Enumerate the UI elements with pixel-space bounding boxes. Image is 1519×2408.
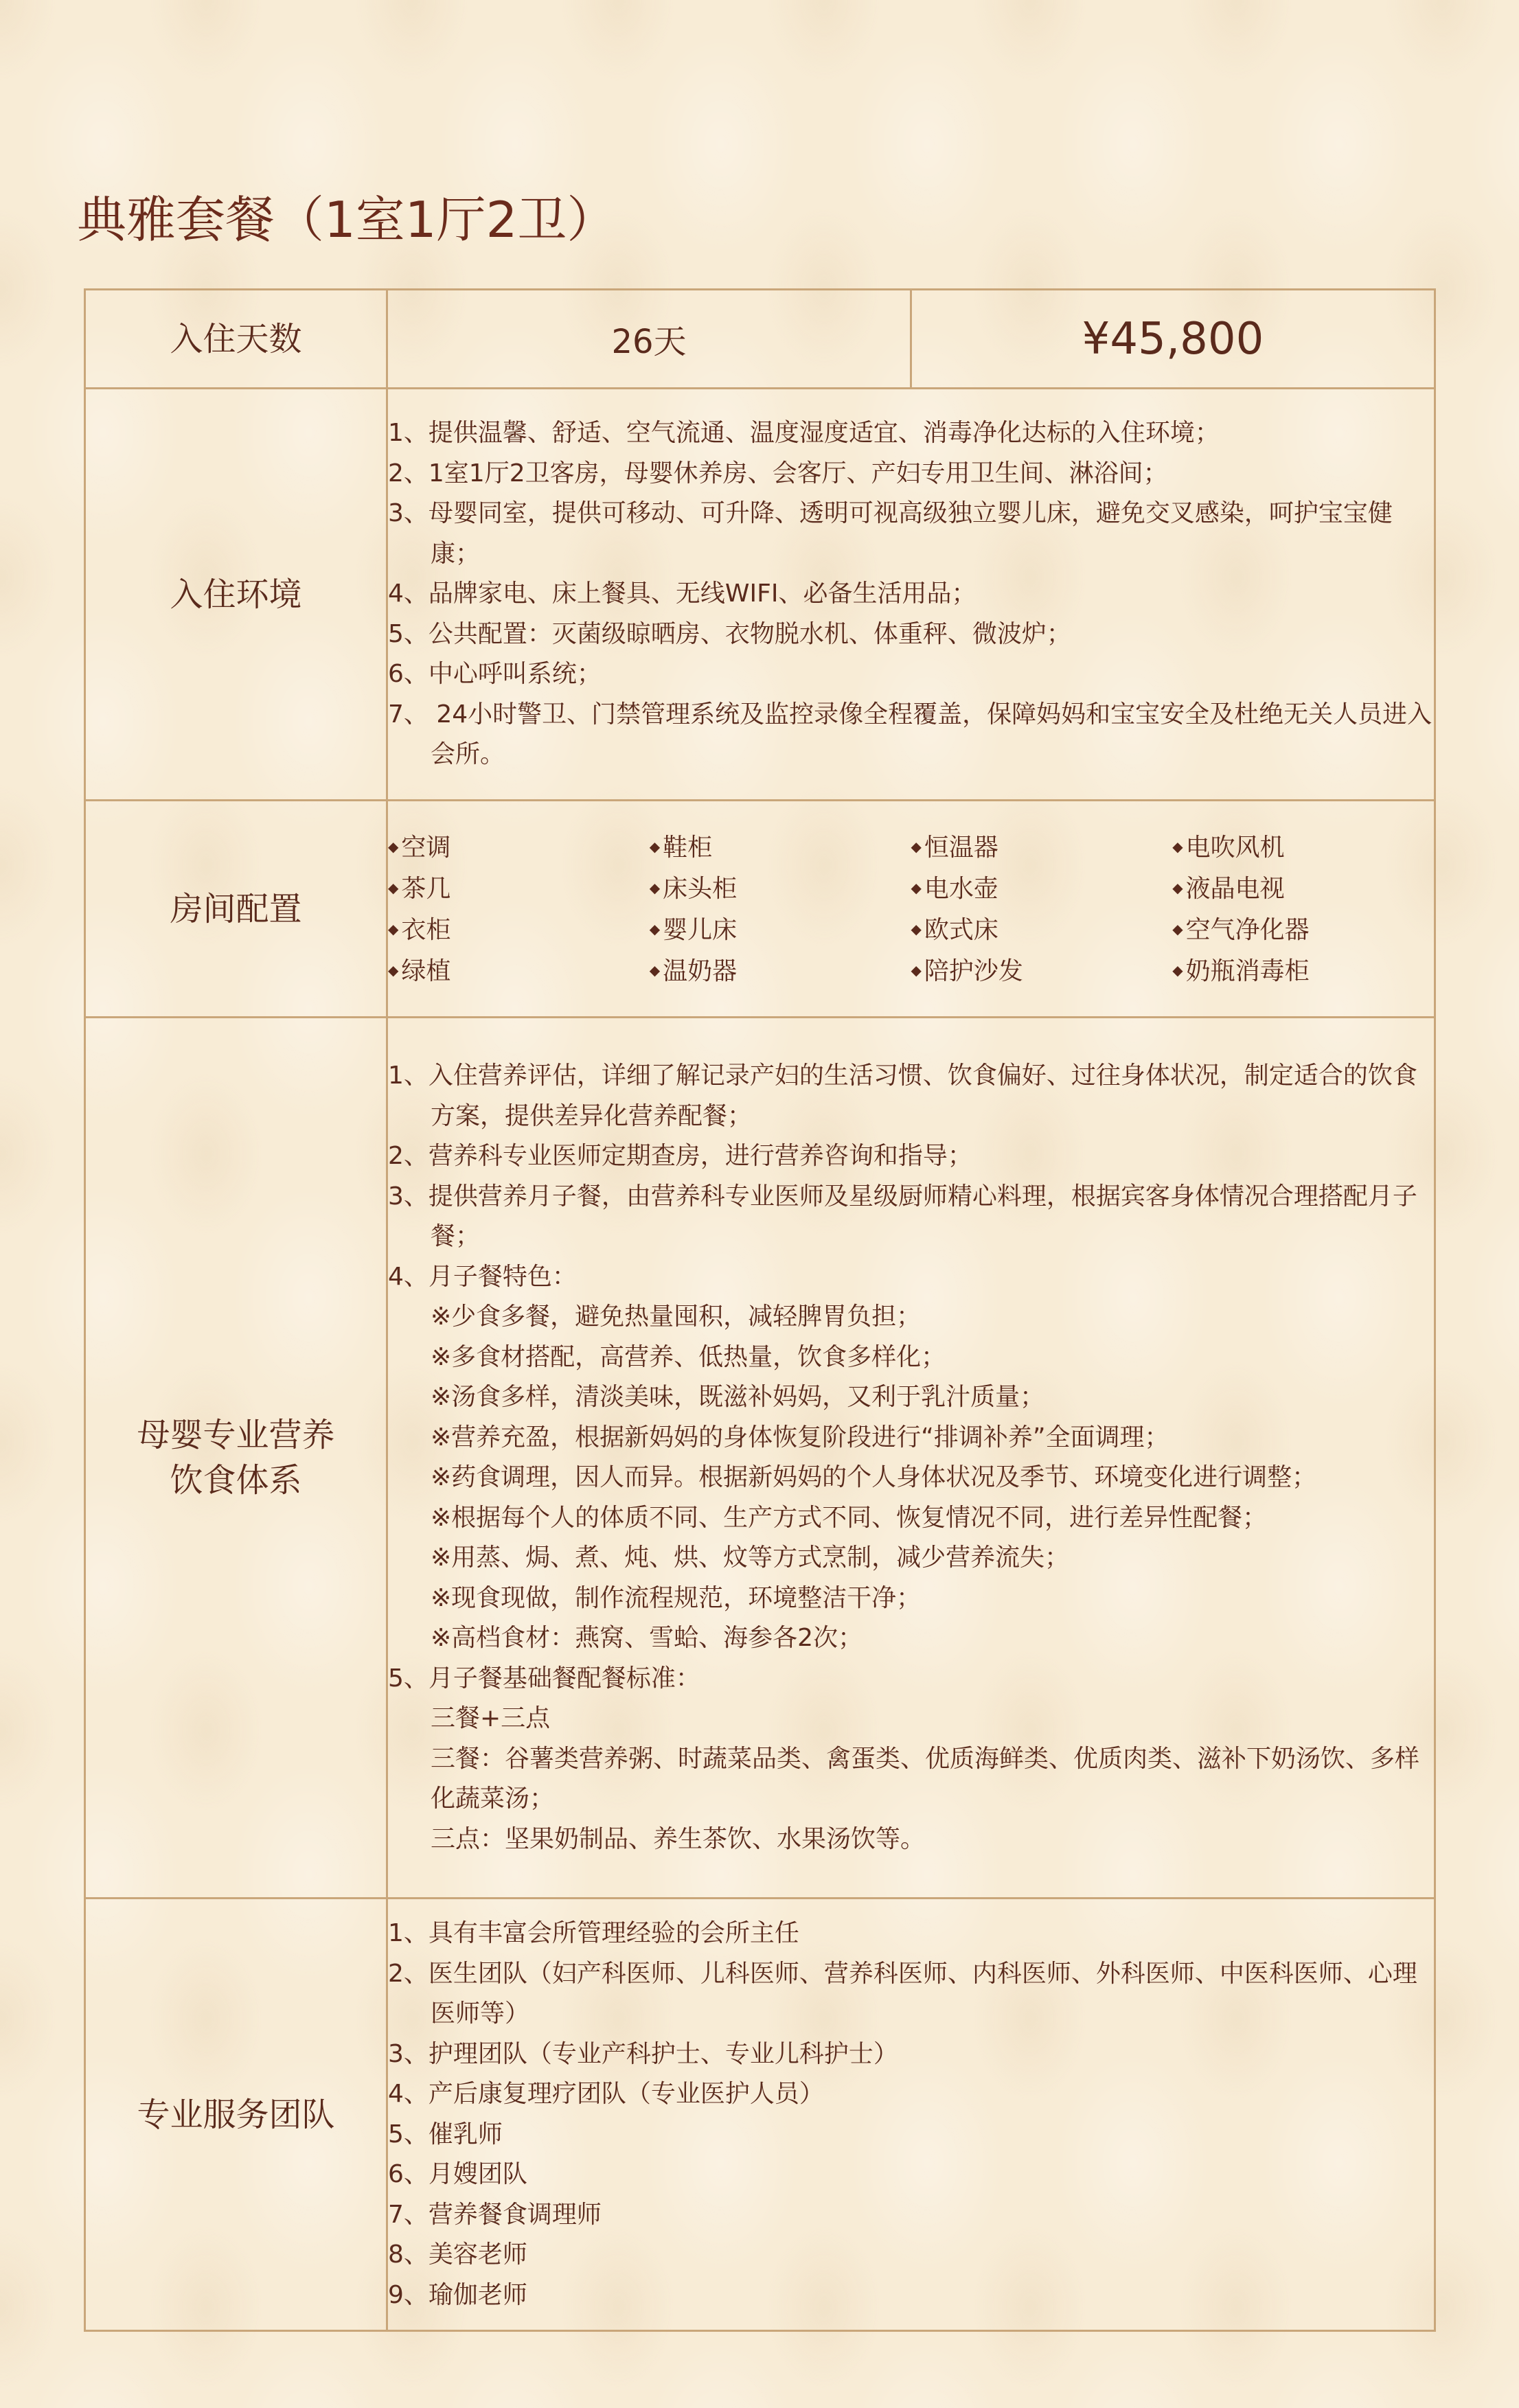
service-team-label: 专业服务团队 [85, 1899, 387, 2331]
nutrition-feature: ※少食多餐，避免热量囤积，减轻脾胃负担； [431, 1303, 922, 1331]
environment-item: 4、品牌家电、床上餐具、无线WIFI、必备生活用品； [388, 580, 976, 608]
room-item: ◆ 鞋柜 [650, 827, 911, 868]
room-item: ◆ 空气净化器 [1172, 909, 1434, 950]
team-item: 3、护理团队（专业产科护士、专业儿科护士） [388, 2039, 898, 2068]
team-item: 5、催乳师 [388, 2120, 503, 2148]
nutrition-item: 2、营养科专业医师定期查房，进行营养咨询和指导； [388, 1142, 972, 1170]
nutrition-item: 4、月子餐特色： [388, 1262, 577, 1291]
nutrition-item: 5、月子餐基础餐配餐标准： [388, 1664, 700, 1693]
service-team-content [387, 1899, 1435, 2331]
room-config-label: 房间配置 [85, 801, 387, 1018]
room-config-grid [388, 827, 1434, 991]
environment-label: 入住环境 [85, 389, 387, 801]
service-team-row [85, 1899, 1435, 2331]
room-item: ◆ 床头柜 [650, 868, 911, 909]
environment-item: 2、1室1厅2卫客房，母婴休养房、会客厅、产妇专用卫生间、淋浴间； [388, 459, 1168, 488]
nutrition-feature: ※根据每个人的体质不同、生产方式不同、恢复情况不同，进行差异性配餐； [431, 1503, 1268, 1532]
room-item: ◆ 婴儿床 [650, 909, 911, 950]
room-config-content [387, 801, 1435, 1018]
nutrition-feature: ※营养充盈，根据新妈妈的身体恢复阶段进行“排调补养”全面调理； [431, 1423, 1169, 1452]
room-item: ◆ 液晶电视 [1172, 868, 1434, 909]
room-item: ◆ 衣柜 [388, 909, 650, 950]
stay-days-row [85, 290, 1435, 389]
nutrition-label-line1: 母婴专业营养 [137, 1416, 335, 1454]
room-item: ◆ 绿植 [388, 950, 650, 991]
nutrition-item: 3、提供营养月子餐，由营养科专业医师及星级厨师精心料理，根据宾客身体情况合理搭配月子餐； [388, 1182, 1417, 1250]
environment-item: 5、公共配置：灭菌级晾晒房、衣物脱水机、体重秤、微波炉； [388, 619, 1071, 648]
nutrition-feature: ※汤食多样，清淡美味，既滋补妈妈，又利于乳汁质量； [431, 1383, 1045, 1411]
meal-standard: 三餐：谷薯类营养粥、时蔬菜品类、禽蛋类、优质海鲜类、优质肉类、滋补下奶汤饮、多样化蔬菜汤； [431, 1744, 1420, 1813]
room-config-row [85, 801, 1435, 1018]
meal-standard: 三餐+三点 [431, 1704, 551, 1732]
room-item: ◆ 陪护沙发 [911, 950, 1173, 991]
room-item: ◆ 茶几 [388, 868, 650, 909]
environment-item: 3、母婴同室，提供可移动、可升降、透明可视高级独立婴儿床，避免交叉感染，呵护宝宝健康； [388, 499, 1393, 568]
nutrition-feature: ※药食调理，因人而异。根据新妈妈的个人身体状况及季节、环境变化进行调整； [431, 1463, 1317, 1491]
nutrition-row [85, 1018, 1435, 1899]
team-item: 9、瑜伽老师 [388, 2280, 527, 2309]
page-title: 典雅套餐（1室1厅2卫） [77, 191, 617, 249]
package-price: ¥45,800 [911, 290, 1435, 389]
nutrition-feature: ※用蒸、焗、煮、炖、烘、炆等方式烹制，减少营养流失； [431, 1544, 1070, 1572]
nutrition-feature: ※现食现做，制作流程规范，环境整洁干净； [431, 1583, 922, 1612]
room-item: ◆ 欧式床 [911, 909, 1173, 950]
room-item: ◆ 空调 [388, 827, 650, 868]
room-item: ◆ 奶瓶消毒柜 [1172, 950, 1434, 991]
environment-item: 6、中心呼叫系统； [388, 660, 602, 689]
stay-days-value: 26天 [387, 290, 911, 389]
team-item: 4、产后康复理疗团队（专业医护人员） [388, 2080, 824, 2108]
team-item: 1、具有丰富会所管理经验的会所主任 [388, 1919, 799, 1947]
room-item: ◆ 温奶器 [650, 950, 911, 991]
team-item: 7、营养餐食调理师 [388, 2200, 602, 2229]
stay-days-label: 入住天数 [85, 290, 387, 389]
nutrition-feature: ※多食材搭配，高营养、低热量，饮食多样化； [431, 1342, 946, 1371]
nutrition-item: 1、入住营养评估，详细了解记录产妇的生活习惯、饮食偏好、过往身体状况，制定适合的饮食方案，提供差异化营养配餐； [388, 1062, 1417, 1130]
package-table [84, 288, 1436, 2332]
room-item: ◆ 电吹风机 [1172, 827, 1434, 868]
meal-standard: 三点：坚果奶制品、养生茶饮、水果汤饮等。 [431, 1824, 926, 1853]
nutrition-label-line2: 饮食体系 [170, 1461, 302, 1500]
room-item: ◆ 电水壶 [911, 868, 1173, 909]
nutrition-content [387, 1018, 1435, 1899]
team-item: 8、美容老师 [388, 2240, 527, 2269]
team-item: 6、月嫂团队 [388, 2160, 527, 2188]
environment-item: 1、提供温馨、舒适、空气流通、温度湿度适宜、消毒净化达标的入住环境； [388, 419, 1220, 448]
nutrition-feature: ※高档食材：燕窝、雪蛤、海参各2次； [431, 1624, 863, 1652]
nutrition-label [85, 1018, 387, 1899]
team-item: 2、医生团队（妇产科医师、儿科医师、营养科医师、内科医师、外科医师、中医科医师、心理医师等） [388, 1959, 1417, 2028]
environment-content [387, 389, 1435, 801]
room-item: ◆ 恒温器 [911, 827, 1173, 868]
environment-row [85, 389, 1435, 801]
environment-item: 7、 24小时警卫、门禁管理系统及监控录像全程覆盖，保障妈妈和宝宝安全及杜绝无关人员进入会所。 [388, 700, 1432, 769]
